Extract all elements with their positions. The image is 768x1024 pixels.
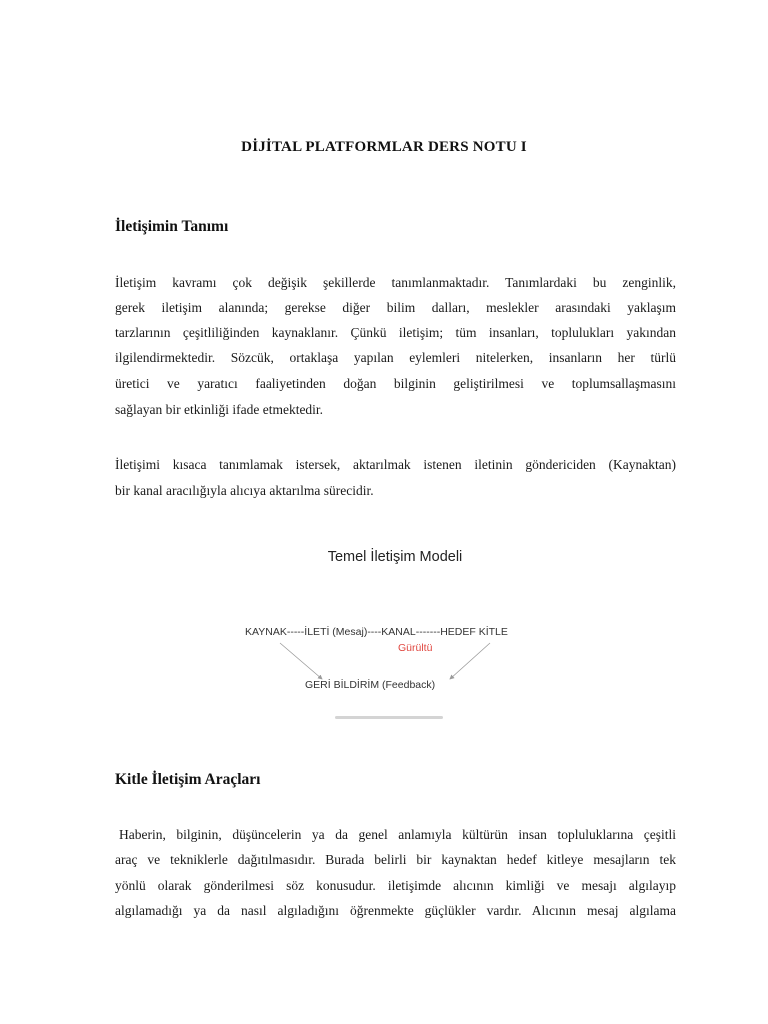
paragraph-line: araç ve tekniklerle dağıtılmasıdır. Burada belirli bir kaynaktan hedef kitleye mesajların tek — [115, 852, 676, 867]
paragraph-line: ilgilendirmektedir. Sözcük, ortaklaşa yapılan eylemleri nitelerken, insanların her türlü — [115, 350, 676, 365]
paragraph-line: İletişimi kısaca tanımlamak istersek, aktarılmak istenen iletinin göndericiden (Kaynaktan) — [115, 457, 676, 472]
diagram-title: Temel İletişim Modeli — [327, 549, 463, 565]
arrow-audience-to-feedback — [450, 643, 490, 679]
arrow-source-to-feedback — [280, 643, 322, 679]
section-heading-mass-communication-tools: Kitle İletişim Araçları — [115, 771, 261, 788]
diagram-flow-text: KAYNAK-----İLETİ (Mesaj)----KANAL-------HEDEF KİTLE — [245, 626, 508, 638]
paragraph-line: tarzlarının çeşitliliğinden kaynaklanır. Çünkü iletişim; tüm insanları, toplulukları yakından — [115, 325, 676, 340]
diagram-noise-label: Gürültü — [398, 642, 433, 654]
paragraph-line: bir kanal aracılığıyla alıcıya aktarılma sürecidir. — [115, 483, 374, 498]
paragraph-line: sağlayan bir etkinliği ifade etmektedir. — [115, 402, 324, 417]
section-heading-communication-definition: İletişimin Tanımı — [115, 218, 229, 235]
diagram-caption-illegible — [335, 716, 443, 719]
paragraph-line: Haberin, bilginin, düşüncelerin ya da genel anlamıyla kültürün insan topluluklarına çeşitli — [119, 827, 676, 842]
paragraph-line: gerek iletişim alanında; gerekse diğer bilim dalları, meslekler arasındaki yaklaşım — [115, 300, 676, 315]
paragraph-line: algılamadığı ya da nasıl algıladığını öğrenmekte güçlükler vardır. Alıcının mesaj algılama — [115, 903, 676, 918]
paragraph-line: İletişim kavramı çok değişik şekillerde tanımlanmaktadır. Tanımlardaki bu zenginlik, — [115, 275, 676, 290]
paragraph-line: yönlü olarak gönderilmesi söz konusudur. iletişimde alıcının kimliği ve mesajı algılayıp — [115, 878, 676, 893]
document-title: DİJİTAL PLATFORMLAR DERS NOTU I — [241, 139, 527, 155]
paragraph-line: üretici ve yaratıcı faaliyetinden doğan bilginin geliştirilmesi ve toplumsallaşmasını — [115, 376, 676, 391]
diagram-feedback-label: GERİ BİLDİRİM (Feedback) — [305, 679, 436, 691]
